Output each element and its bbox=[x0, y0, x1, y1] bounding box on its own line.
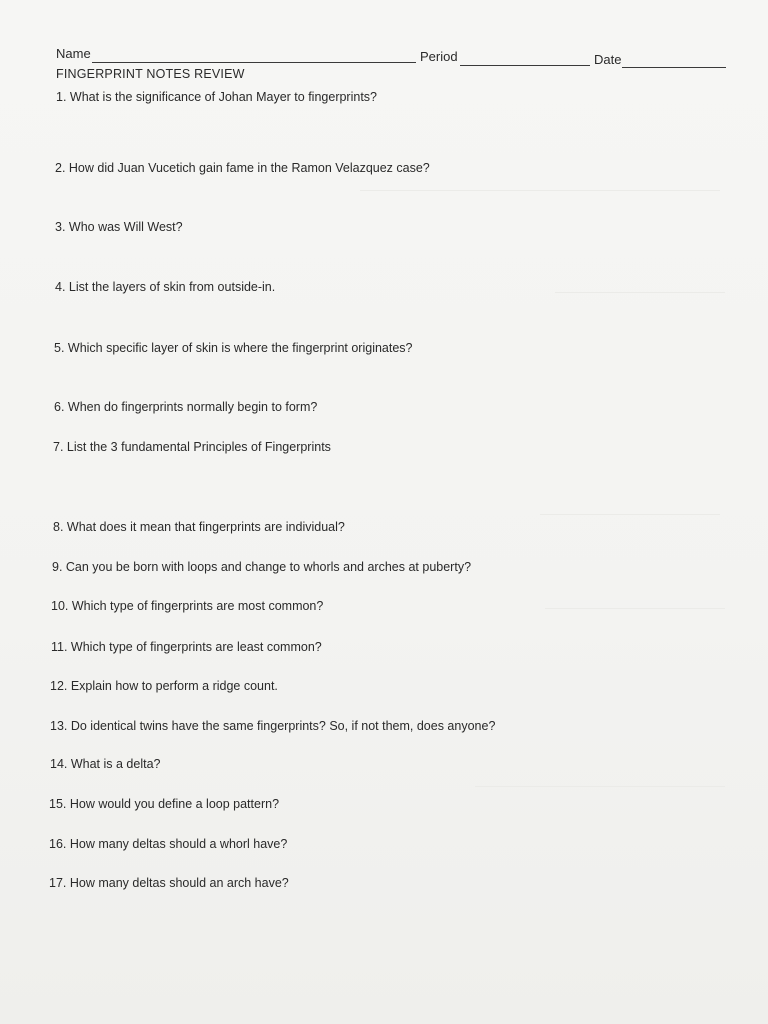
question-17: 17. How many deltas should an arch have? bbox=[49, 876, 289, 890]
question-9: 9. Can you be born with loops and change to whorls and arches at puberty? bbox=[52, 560, 472, 574]
question-4: 4. List the layers of skin from outside-in. bbox=[55, 280, 276, 294]
question-8: 8. What does it mean that fingerprints are individual? bbox=[53, 520, 345, 534]
question-15: 15. How would you define a loop pattern? bbox=[49, 797, 280, 811]
question-13: 13. Do identical twins have the same fingerprints? So, if not them, does anyone? bbox=[50, 719, 496, 733]
date-label: Date bbox=[594, 52, 622, 67]
question-5: 5. Which specific layer of skin is where the fingerprint originates? bbox=[54, 341, 413, 355]
name-blank-line[interactable] bbox=[92, 48, 416, 63]
bleed-through-mark bbox=[540, 514, 720, 515]
name-label: Name bbox=[56, 46, 91, 61]
question-1: 1. What is the significance of Johan Mayer to fingerprints? bbox=[56, 90, 377, 104]
date-blank-line[interactable] bbox=[622, 53, 726, 68]
bleed-through-mark bbox=[475, 786, 725, 787]
question-3: 3. Who was Will West? bbox=[55, 220, 183, 234]
question-7: 7. List the 3 fundamental Principles of Fingerprints bbox=[53, 440, 331, 454]
period-label: Period bbox=[420, 49, 458, 64]
question-16: 16. How many deltas should a whorl have? bbox=[49, 837, 288, 851]
bleed-through-mark bbox=[360, 190, 720, 191]
question-11: 11. Which type of fingerprints are least common? bbox=[51, 640, 322, 654]
question-10: 10. Which type of fingerprints are most common? bbox=[51, 599, 324, 613]
question-14: 14. What is a delta? bbox=[50, 757, 161, 771]
question-2: 2. How did Juan Vucetich gain fame in the Ramon Velazquez case? bbox=[55, 161, 430, 175]
bleed-through-mark bbox=[545, 608, 725, 609]
question-12: 12. Explain how to perform a ridge count. bbox=[50, 679, 278, 693]
question-6: 6. When do fingerprints normally begin to form? bbox=[54, 400, 318, 414]
worksheet-title: FINGERPRINT NOTES REVIEW bbox=[56, 67, 245, 81]
bleed-through-mark bbox=[555, 292, 725, 293]
period-blank-line[interactable] bbox=[460, 51, 590, 66]
header-row bbox=[56, 46, 736, 66]
